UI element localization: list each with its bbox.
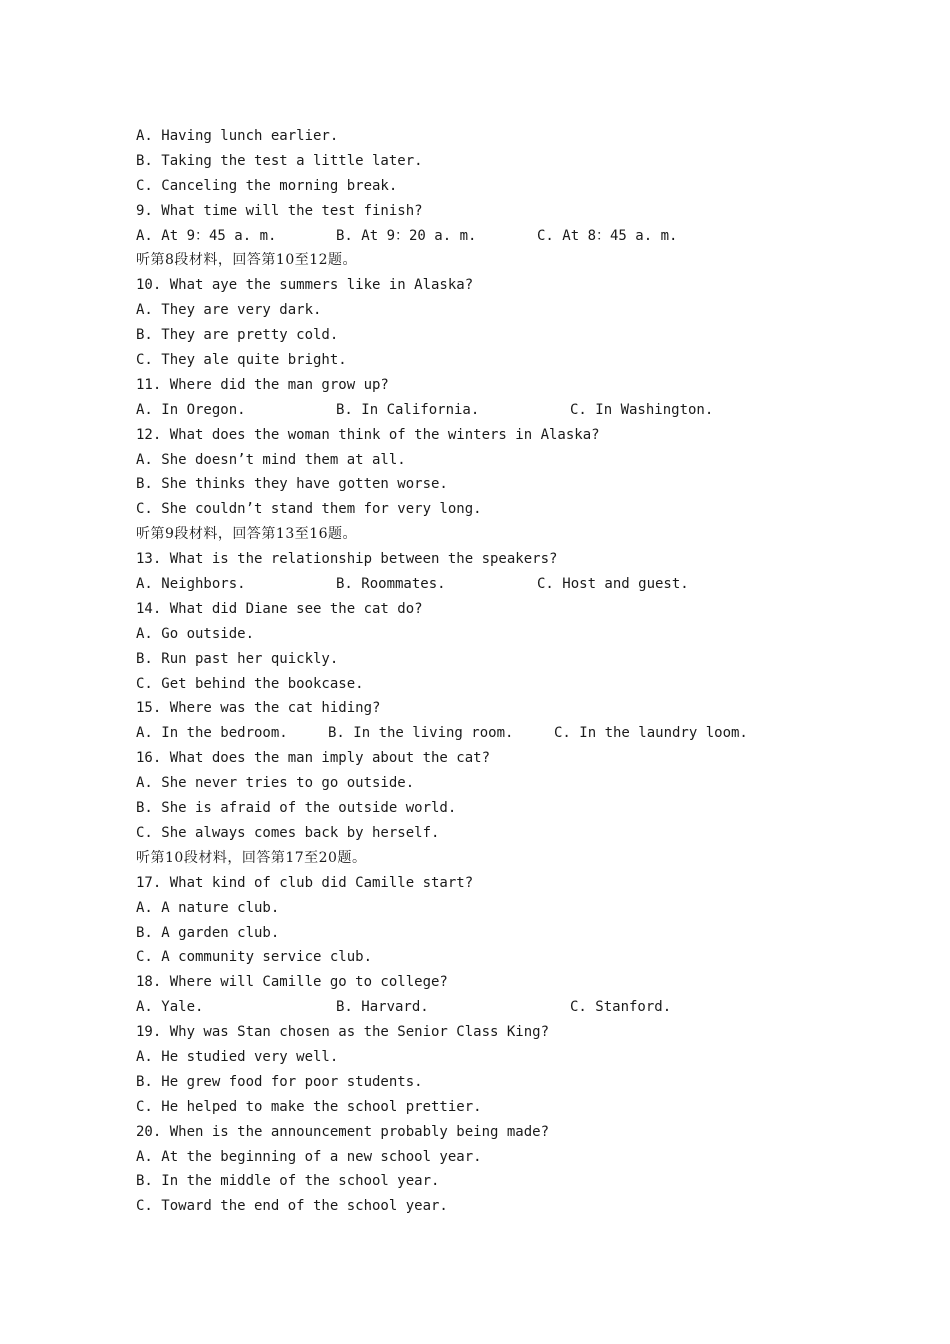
option-line: A. A nature club.	[136, 899, 280, 916]
question-12: 12. What does the woman think of the winters in Alaska?	[136, 426, 600, 443]
option-line: A. She never tries to go outside.	[136, 775, 415, 792]
option-c: C. At 8：45 a. m.	[537, 227, 678, 244]
option-line: C. They ale quite bright.	[136, 352, 347, 369]
question-17: 17. What kind of club did Camille start?	[136, 874, 474, 891]
question-16: 16. What does the man imply about the cat?	[136, 750, 491, 767]
option-a: A. In the bedroom.	[136, 725, 288, 742]
option-line: B. She thinks they have gotten worse.	[136, 476, 448, 493]
question-11: 11. Where did the man grow up?	[136, 376, 389, 393]
option-line: A. They are very dark.	[136, 302, 322, 319]
option-line: B. She is afraid of the outside world.	[136, 800, 457, 817]
option-a: A. At 9：45 a. m.	[136, 227, 277, 244]
option-line: A. Having lunch earlier.	[136, 128, 339, 144]
question-14: 14. What did Diane see the cat do?	[136, 600, 423, 617]
option-a: A. Neighbors.	[136, 576, 246, 593]
option-line: B. A garden club.	[136, 924, 280, 941]
option-line: B. Taking the test a little later.	[136, 152, 423, 169]
question-10: 10. What aye the summers like in Alaska?	[136, 277, 474, 294]
option-line: C. Canceling the morning break.	[136, 177, 398, 194]
option-line: C. Toward the end of the school year.	[136, 1198, 448, 1215]
option-line: C. She always comes back by herself.	[136, 824, 440, 841]
option-b: B. Harvard.	[336, 999, 429, 1016]
option-b: B. Roommates.	[336, 576, 446, 593]
option-line: C. Get behind the bookcase.	[136, 675, 364, 692]
option-b: B. At 9：20 a. m.	[336, 227, 477, 244]
option-line: B. Run past her quickly.	[136, 650, 339, 667]
option-line: C. A community service club.	[136, 949, 373, 966]
option-line: B. They are pretty cold.	[136, 327, 339, 344]
option-c: C. Stanford.	[570, 999, 672, 1016]
option-a: A. Yale.	[136, 999, 204, 1016]
question-20: 20. When is the announcement probably being made?	[136, 1123, 550, 1140]
question-13: 13. What is the relationship between the speakers?	[136, 551, 558, 568]
options-row-q18	[136, 995, 836, 1020]
question-19: 19. Why was Stan chosen as the Senior Class King?	[136, 1024, 550, 1041]
options-row-q13	[136, 572, 836, 597]
section-heading: 听第10段材料，回答第17至20题。	[136, 849, 367, 866]
option-line: A. She doesn’t mind them at all.	[136, 451, 406, 468]
option-line: A. Go outside.	[136, 625, 255, 642]
option-a: A. In Oregon.	[136, 401, 246, 418]
question-15: 15. Where was the cat hiding?	[136, 700, 381, 717]
option-b: B. In California.	[336, 401, 480, 418]
option-c: C. Host and guest.	[537, 576, 689, 593]
option-line: C. He helped to make the school prettier.	[136, 1098, 482, 1115]
option-line: A. He studied very well.	[136, 1048, 339, 1065]
option-line: A. At the beginning of a new school year.	[136, 1148, 482, 1165]
option-line: B. He grew food for poor students.	[136, 1073, 423, 1090]
section-heading: 听第9段材料，回答第13至16题。	[136, 526, 358, 543]
option-c: C. In Washington.	[570, 401, 714, 418]
options-row-q15	[136, 721, 836, 746]
option-line: B. In the middle of the school year.	[136, 1173, 440, 1190]
question-9: 9. What time will the test finish?	[136, 202, 423, 219]
question-18: 18. Where will Camille go to college?	[136, 974, 448, 991]
option-c: C. In the laundry loom.	[554, 725, 748, 742]
options-row-q9	[136, 224, 836, 249]
option-line: C. She couldn’t stand them for very long.	[136, 501, 482, 518]
option-b: B. In the living room.	[328, 725, 514, 742]
document-page	[136, 124, 836, 1219]
options-row-q11	[136, 398, 836, 423]
section-heading: 听第8段材料，回答第10至12题。	[136, 252, 358, 269]
